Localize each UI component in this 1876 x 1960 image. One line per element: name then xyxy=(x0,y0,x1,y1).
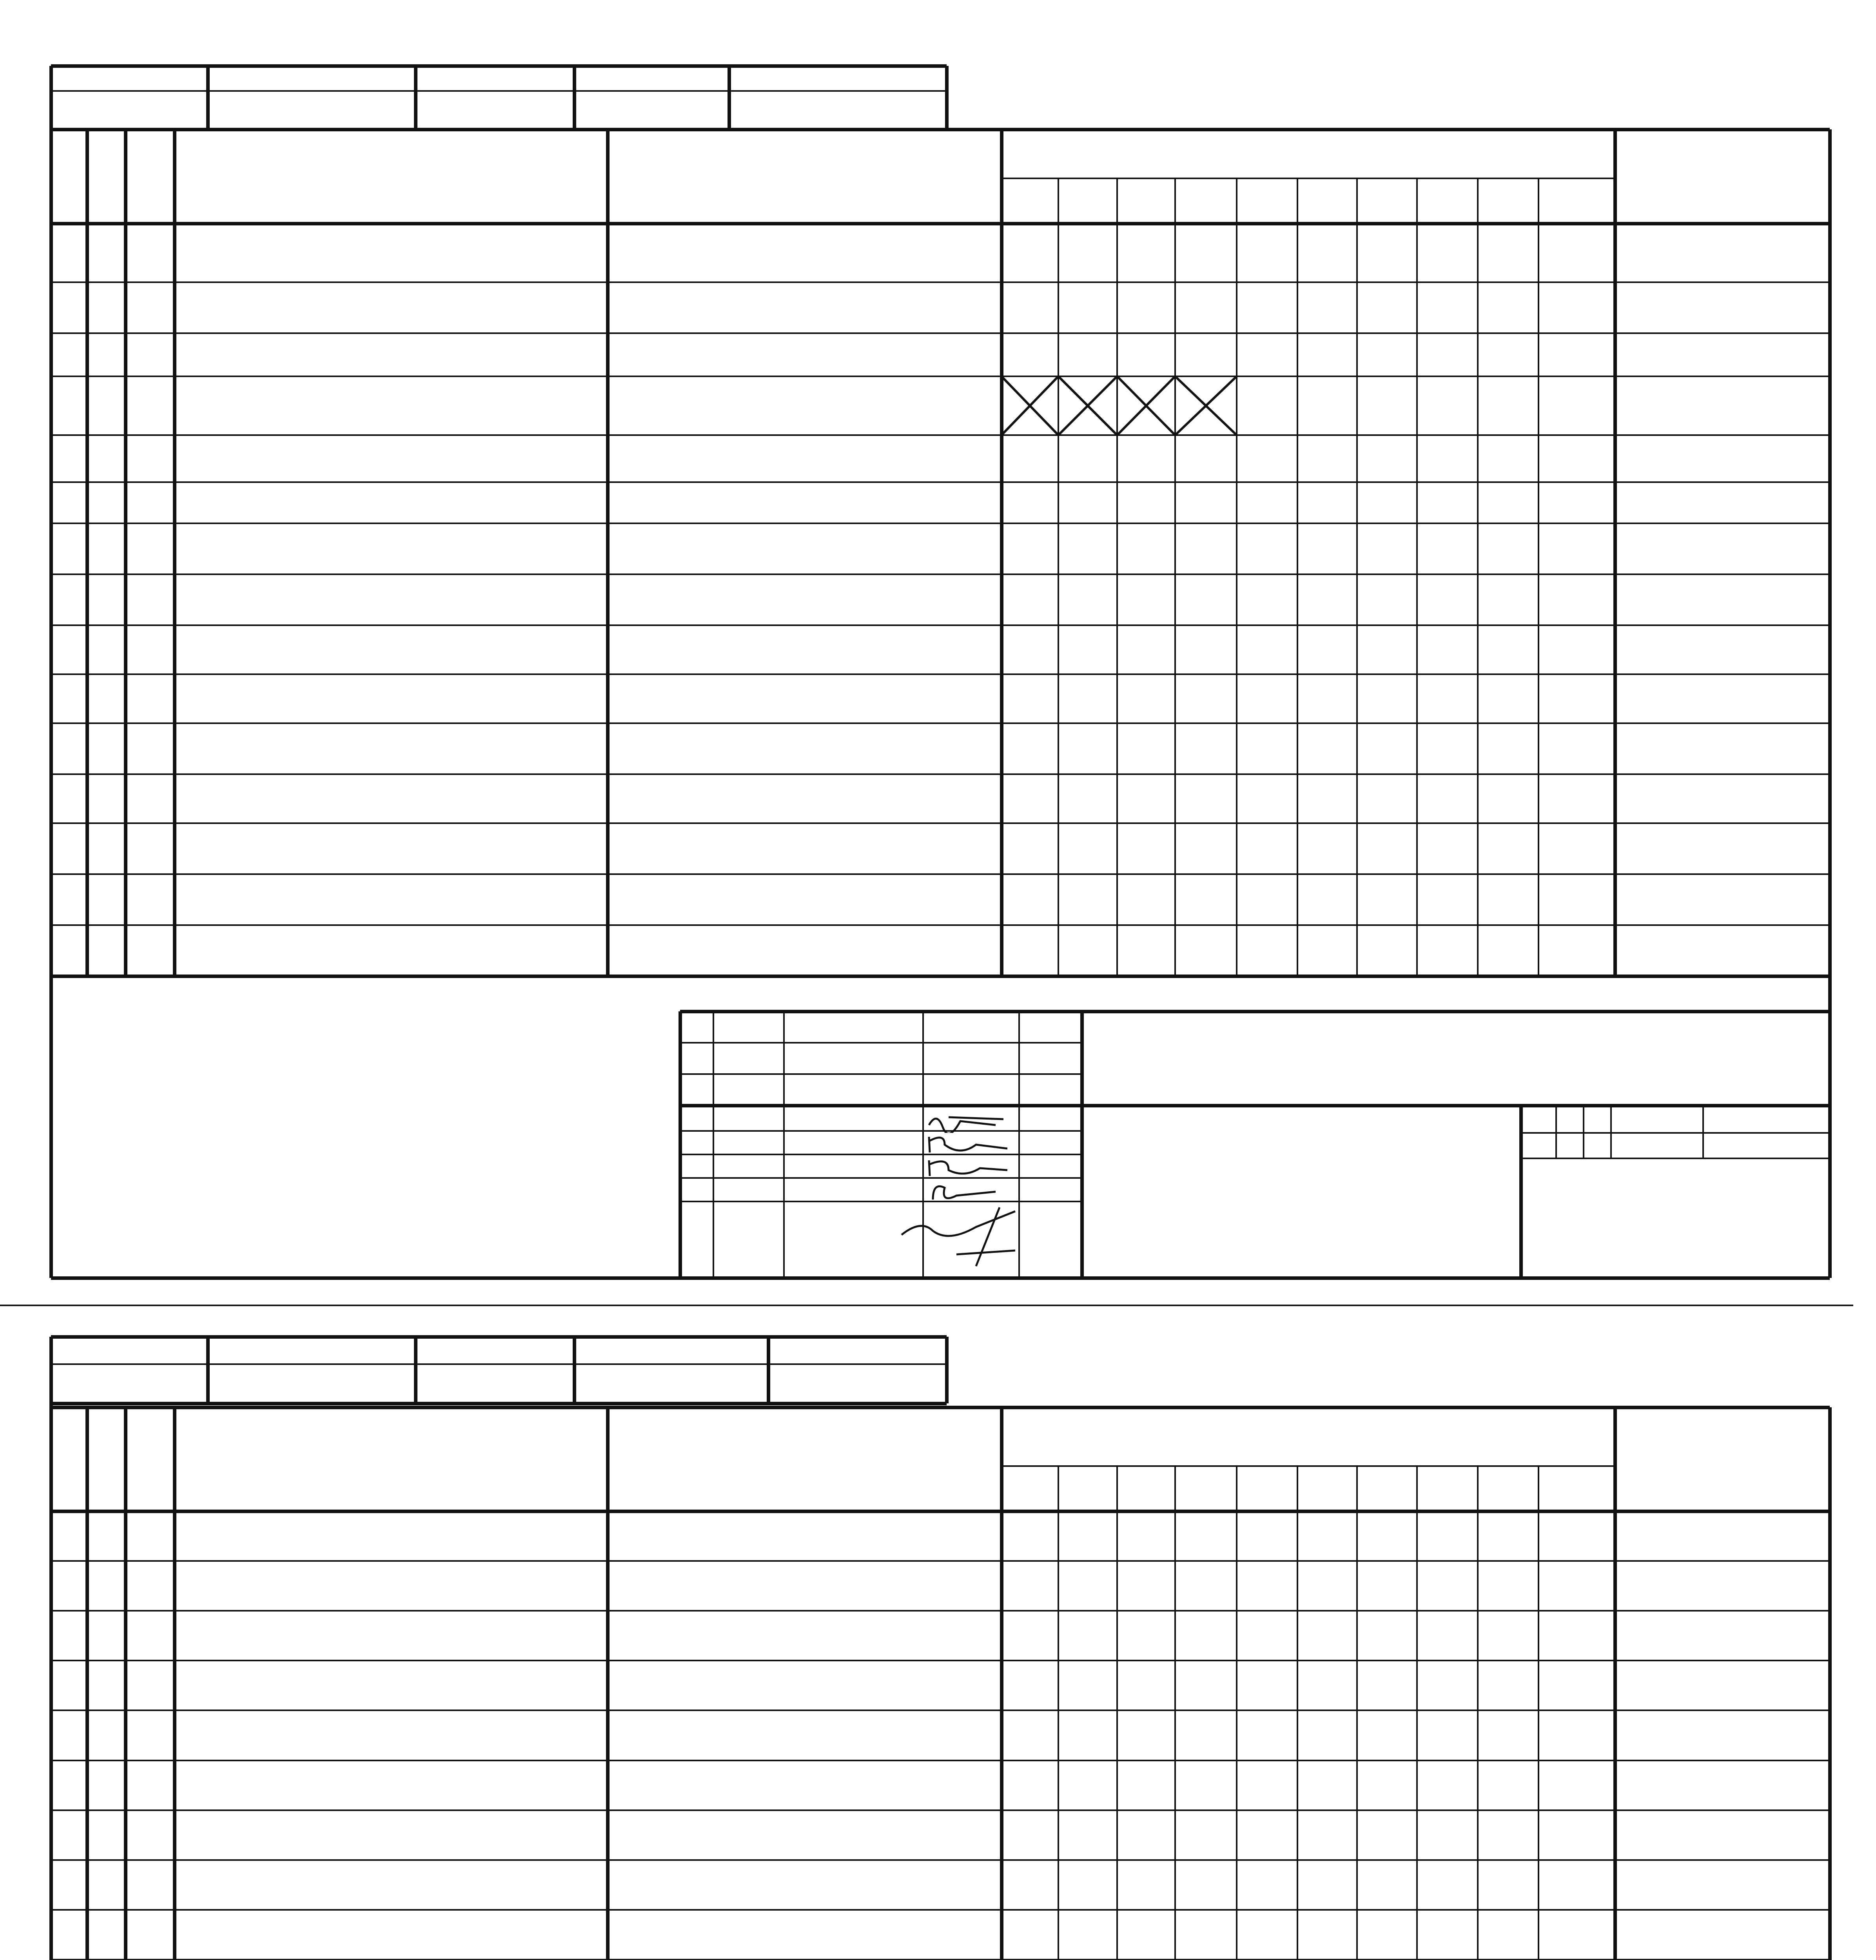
qty-sub-line xyxy=(1116,178,1118,976)
row-line xyxy=(51,332,1830,334)
qty-header-line xyxy=(1002,178,1615,179)
table-bottom-1 xyxy=(51,975,1830,978)
tb-col xyxy=(783,1011,785,1278)
tb-line xyxy=(680,1073,1082,1075)
qty-sub-line-2 xyxy=(1236,1466,1237,1960)
row-line-2 xyxy=(51,1859,1830,1861)
qty-sub-line xyxy=(1477,178,1479,976)
stamp-bottom xyxy=(51,128,608,131)
tb-heads-line xyxy=(680,1104,1830,1107)
tb-col xyxy=(713,1011,714,1278)
frame-left-2 xyxy=(49,1403,53,1960)
signature-krupnik-2 xyxy=(925,1156,1015,1180)
tb-left xyxy=(679,1011,682,1278)
qty-sub-line xyxy=(1416,178,1418,976)
tb-line xyxy=(680,1042,1082,1044)
tb-line xyxy=(680,1177,1082,1179)
col-line xyxy=(124,129,127,976)
header-bottom-2 xyxy=(51,1510,1830,1513)
tb-line xyxy=(680,1154,1082,1155)
qty-sub-line xyxy=(1356,178,1358,976)
stamp-divider-2 xyxy=(573,1337,576,1403)
qty-sub-line xyxy=(1614,178,1616,976)
qty-sub-line-2 xyxy=(1174,1466,1176,1960)
cross-mark xyxy=(1002,376,1058,435)
stamp-divider xyxy=(206,66,210,129)
tb-col-main xyxy=(1080,1011,1084,1278)
stamp-mid-2 xyxy=(51,1363,947,1365)
row-line xyxy=(51,376,1830,377)
qty-sub-line-2 xyxy=(1416,1466,1418,1960)
col-line-2 xyxy=(85,1407,89,1960)
cross-mark xyxy=(1117,376,1175,435)
row-line xyxy=(51,873,1830,875)
stamp-top-2 xyxy=(51,1335,947,1339)
qty-sub-line-2 xyxy=(1297,1466,1298,1960)
cross-mark xyxy=(1058,376,1117,435)
row-line-2 xyxy=(51,1760,1830,1761)
stamp-divider xyxy=(573,66,576,129)
col-line-2 xyxy=(124,1407,127,1960)
qty-sub-line-2 xyxy=(1058,1466,1059,1960)
sheet-divider xyxy=(0,1305,1853,1306)
row-line xyxy=(51,924,1830,926)
qty-sub-line-2 xyxy=(1356,1466,1358,1960)
qty-sub-line xyxy=(1297,178,1298,976)
frame-right-2 xyxy=(1828,1407,1832,1960)
stamp-divider xyxy=(414,66,417,129)
qty-sub-line-2 xyxy=(1116,1466,1118,1960)
row-line xyxy=(51,773,1830,775)
stamp-divider xyxy=(728,66,731,129)
qty-col-line-2 xyxy=(1000,1407,1003,1960)
qty-sub-line-2 xyxy=(1538,1466,1539,1960)
tb-lit-cell xyxy=(1555,1105,1557,1158)
col-line-2 xyxy=(173,1407,176,1960)
row-line-2 xyxy=(51,1560,1830,1562)
header-top-2 xyxy=(51,1406,1830,1409)
qty-col-line xyxy=(1000,129,1003,976)
header-top xyxy=(608,128,1830,131)
stamp-bottom-2 xyxy=(51,1402,947,1405)
qty-sub-line-2 xyxy=(1614,1466,1616,1960)
qty-sub-line-2 xyxy=(1477,1466,1479,1960)
frame-left xyxy=(49,129,53,1278)
stamp-mid xyxy=(51,90,947,92)
signature-kroll xyxy=(925,1109,1011,1133)
stamp-divider-2 xyxy=(767,1337,770,1403)
stamp-top xyxy=(51,64,947,68)
name-col-line xyxy=(606,129,610,976)
tb-lit-cell xyxy=(1610,1105,1612,1158)
row-line xyxy=(51,481,1830,483)
stamp-divider xyxy=(49,66,53,129)
qty-sub-line xyxy=(1174,178,1176,976)
signature-krupnik xyxy=(925,1133,1015,1156)
tb-top xyxy=(680,1010,1830,1013)
signature-spivak xyxy=(898,1203,1031,1270)
row-line xyxy=(51,523,1830,524)
tb-line xyxy=(1521,1132,1830,1134)
row-line xyxy=(51,722,1830,724)
frame-bottom-1 xyxy=(51,1276,1830,1280)
stamp-divider-2 xyxy=(945,1337,949,1403)
row-line-2 xyxy=(51,1809,1830,1811)
qty-sub-line xyxy=(1058,178,1059,976)
qty-header-line-2 xyxy=(1002,1465,1615,1467)
col-line xyxy=(173,129,176,976)
row-line xyxy=(51,673,1830,675)
cross-mark xyxy=(1175,376,1237,435)
qty-sub-line xyxy=(1538,178,1539,976)
col-line xyxy=(85,129,89,976)
stamp-end xyxy=(945,66,949,91)
row-line xyxy=(51,573,1830,575)
header-bottom xyxy=(51,222,1830,225)
row-line-2 xyxy=(51,1909,1830,1911)
row-line xyxy=(51,281,1830,283)
tb-line xyxy=(680,1130,1082,1132)
row-line-2 xyxy=(51,1610,1830,1612)
stamp-divider-2 xyxy=(414,1337,417,1403)
tb-line xyxy=(1521,1158,1830,1159)
row-line xyxy=(51,624,1830,626)
row-line-2 xyxy=(51,1660,1830,1661)
tb-lit-cell xyxy=(1583,1105,1584,1158)
stamp-divider-2 xyxy=(49,1337,53,1403)
tb-line xyxy=(680,1201,1082,1202)
stamp-divider-2 xyxy=(206,1337,210,1403)
signature-leites xyxy=(925,1180,1003,1203)
row-line xyxy=(51,434,1830,436)
qty-sub-line xyxy=(1236,178,1237,976)
row-line-2 xyxy=(51,1710,1830,1711)
row-line xyxy=(51,822,1830,824)
name-col-line-2 xyxy=(606,1407,610,1960)
tb-col-lit xyxy=(1519,1105,1523,1278)
tb-col-sheets xyxy=(1702,1105,1704,1158)
